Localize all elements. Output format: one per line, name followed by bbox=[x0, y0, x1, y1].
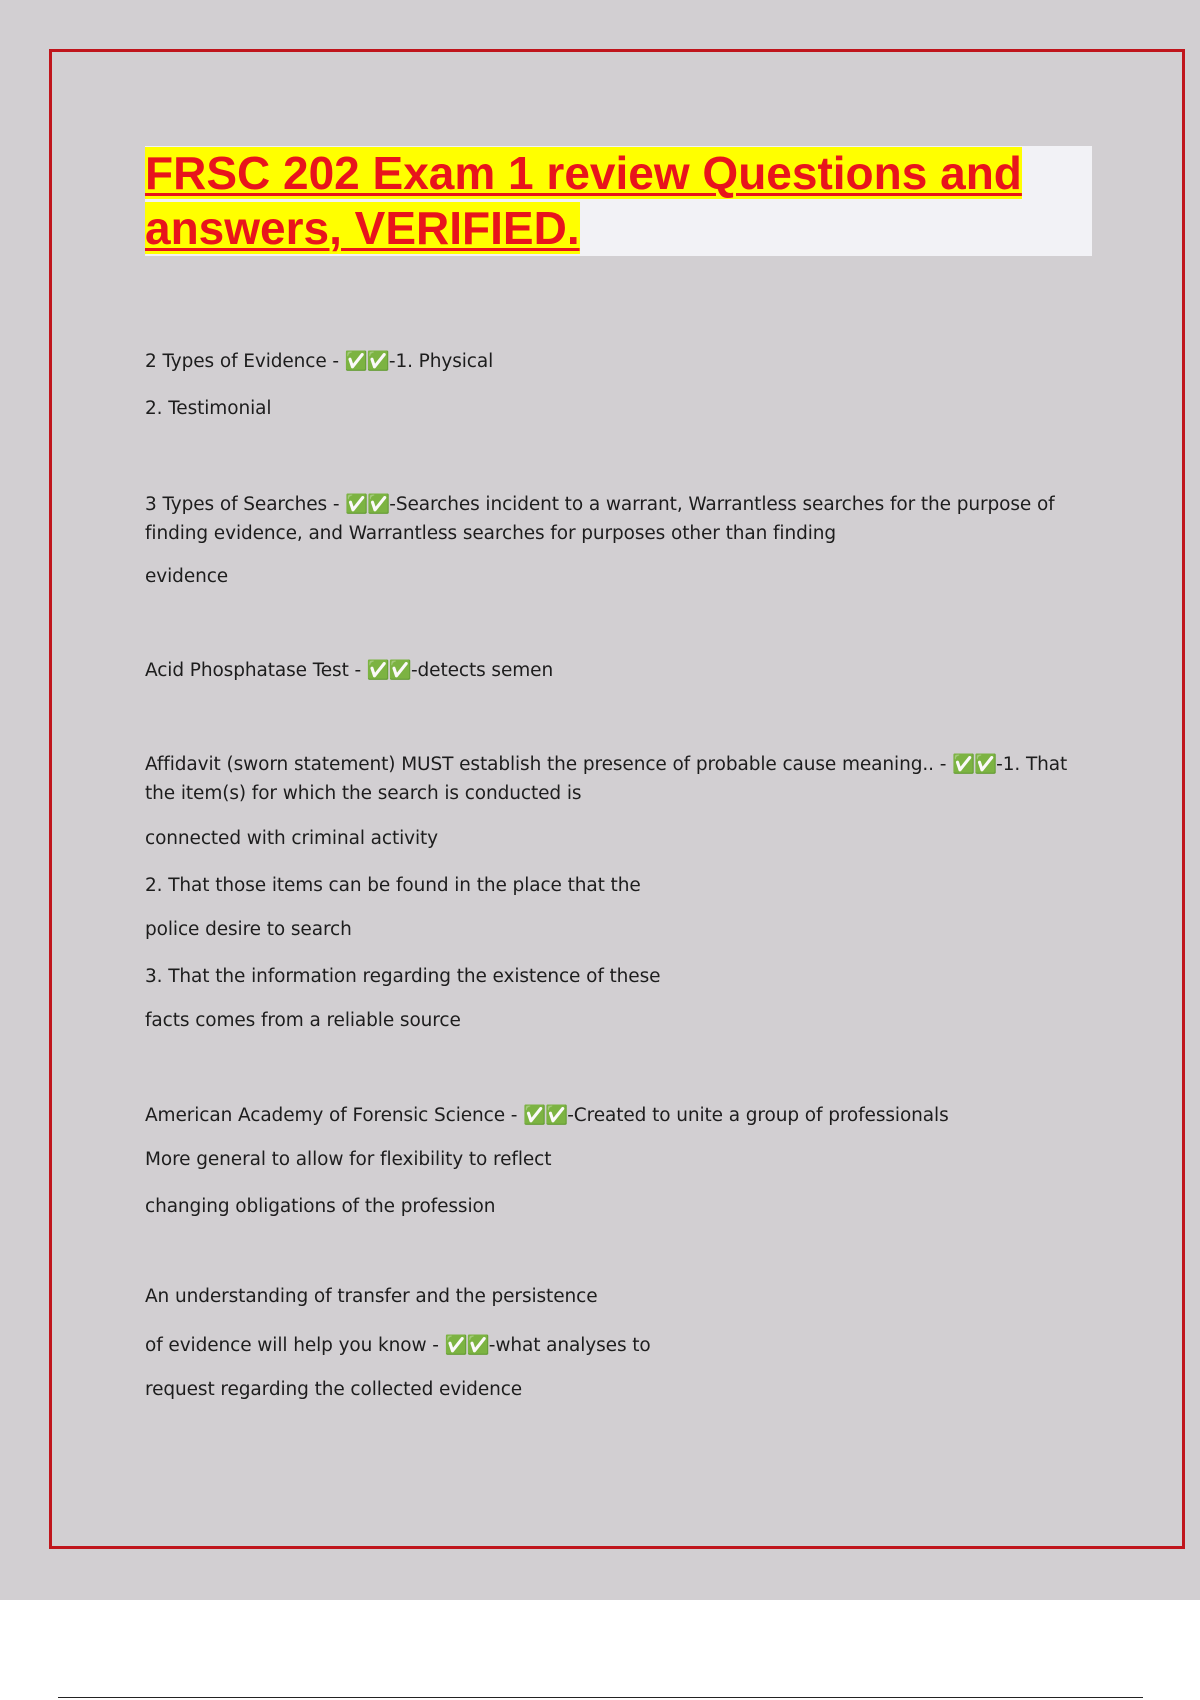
entry-aafs-line2: More general to allow for flexibility to reflect bbox=[145, 1149, 552, 1170]
check-mark-icon: ✅✅ bbox=[366, 660, 411, 681]
entry-affidavit-line5: 3. That the information regarding the existence of these bbox=[145, 966, 661, 987]
entry-acid-phosphatase: Acid Phosphatase Test - ✅✅-detects semen bbox=[145, 660, 554, 681]
document-title: FRSC 202 Exam 1 review Questions and answers, VERIFIED. bbox=[145, 147, 1022, 254]
entry-affidavit-line2: connected with criminal activity bbox=[145, 828, 439, 849]
check-mark-icon: ✅✅ bbox=[344, 351, 389, 372]
entry-transfer-line3: request regarding the collected evidence bbox=[145, 1379, 523, 1400]
entry-affidavit-line3: 2. That those items can be found in the place that the bbox=[145, 875, 641, 896]
entry-affidavit: Affidavit (sworn statement) MUST establish the presence of probable cause meaning.. - ✅✅-1. That the item(s) for which the search is conducted is bbox=[145, 754, 1068, 804]
entry-affidavit-line6: facts comes from a reliable source bbox=[145, 1010, 461, 1031]
entry-affidavit-line4: police desire to search bbox=[145, 919, 352, 940]
check-mark-icon: ✅✅ bbox=[523, 1105, 568, 1126]
check-mark-icon: ✅✅ bbox=[952, 754, 997, 775]
footer-rule bbox=[58, 1697, 1143, 1698]
entry-transfer-line1: An understanding of transfer and the persistence bbox=[145, 1286, 598, 1307]
entry-aafs-line3: changing obligations of the profession bbox=[145, 1196, 496, 1217]
entry-evidence-types-line2: 2. Testimonial bbox=[145, 398, 272, 419]
check-mark-icon: ✅✅ bbox=[444, 1335, 489, 1356]
entry-evidence-types: 2 Types of Evidence - ✅✅-1. Physical bbox=[145, 351, 494, 372]
check-mark-icon: ✅✅ bbox=[345, 494, 390, 515]
entry-transfer: of evidence will help you know - ✅✅-what analyses to bbox=[145, 1335, 651, 1356]
entry-search-types-line2: evidence bbox=[145, 566, 229, 587]
entry-aafs: American Academy of Forensic Science - ✅✅-Created to unite a group of professionals bbox=[145, 1105, 949, 1126]
entry-search-types: 3 Types of Searches - ✅✅-Searches incident to a warrant, Warrantless searches for the purpose of finding evidence, and Warrantless searches for purposes other than finding bbox=[145, 494, 1055, 544]
